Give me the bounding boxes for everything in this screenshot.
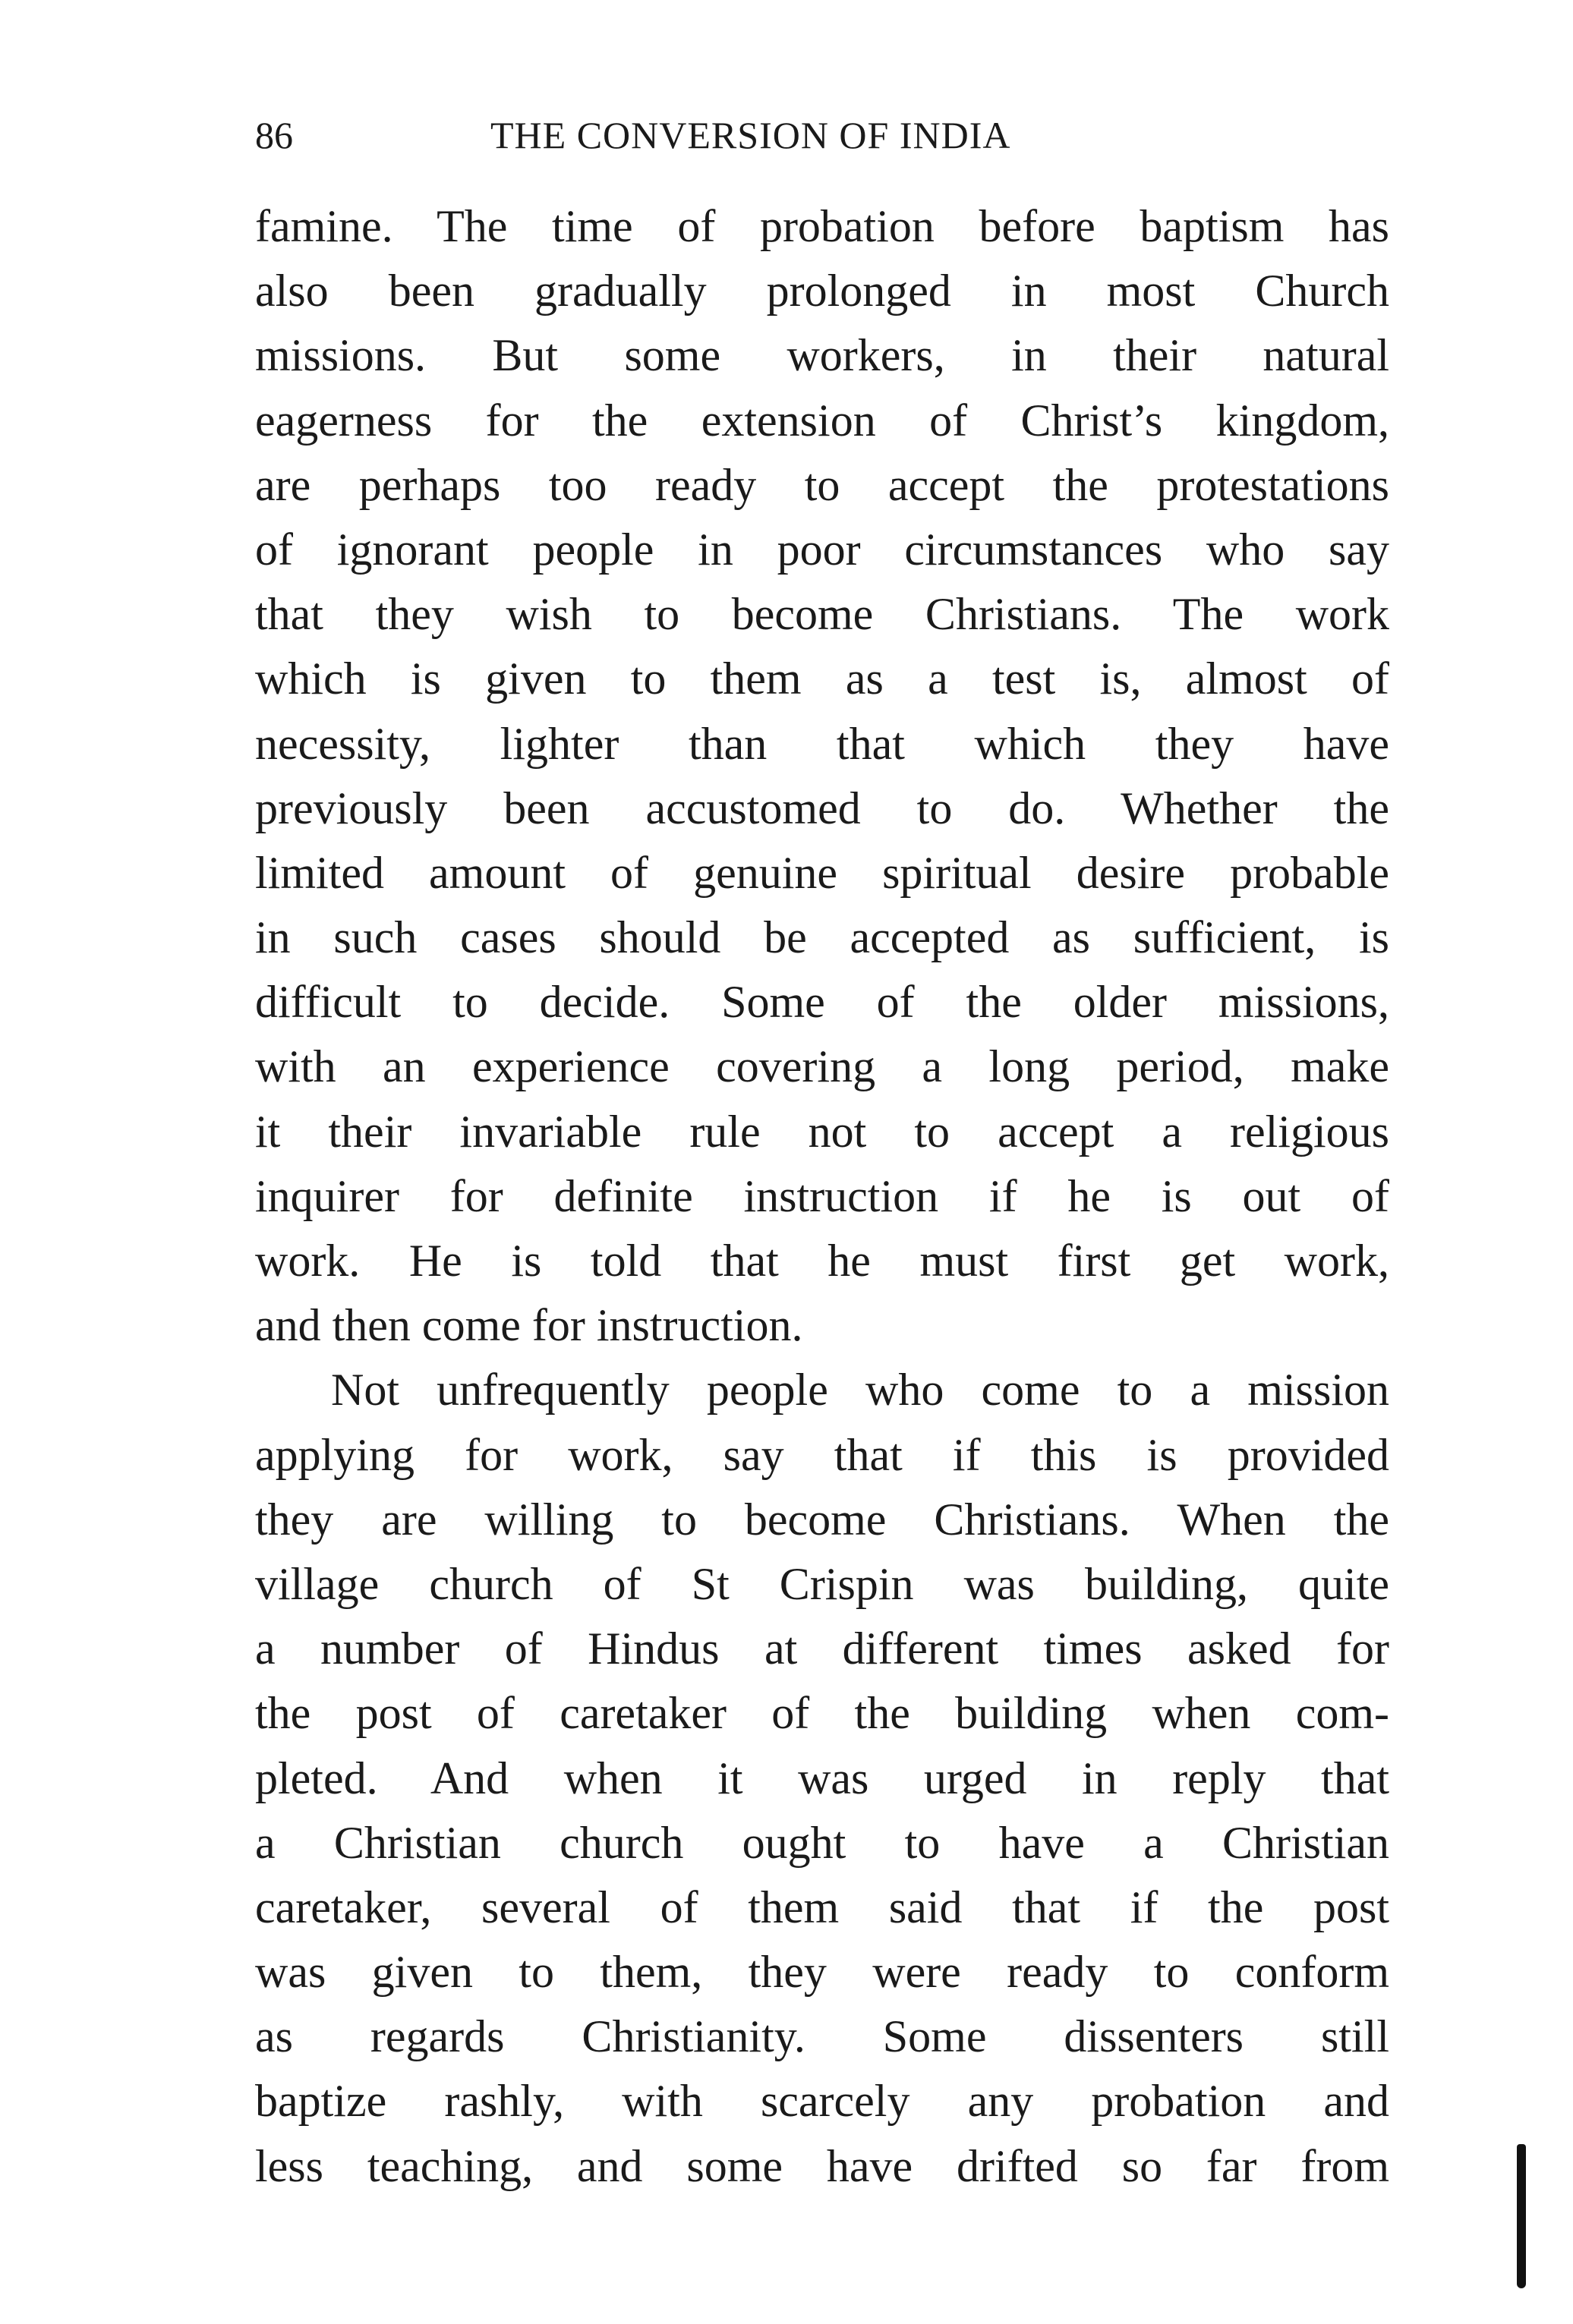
text-line: work. He is told that he must first get work, <box>255 1236 1389 1286</box>
text-line: eagerness for the extension of Christ’s kingdom, <box>255 395 1389 446</box>
text-line: pleted. And when it was urged in reply that <box>255 1752 1389 1803</box>
text-line: of ignorant people in poor circumstances who say <box>255 524 1389 575</box>
text-line: also been gradually prolonged in most Church <box>255 266 1389 316</box>
paragraph-2 <box>255 1358 1389 2198</box>
text-line: as regards Christianity. Some dissenters still <box>255 2011 1389 2062</box>
text-line: a number of Hindus at different times asked for <box>255 1623 1389 1674</box>
text-line: with an experience covering a long period, make <box>255 1041 1389 1092</box>
text-line: in such cases should be accepted as sufficient, is <box>255 912 1389 963</box>
text-line: which is given to them as a test is, almost of <box>255 653 1389 704</box>
scan-edge-mark <box>1517 2144 1526 2288</box>
text-line: and then come for instruction. <box>255 1300 803 1351</box>
text-line: inquirer for definite instruction if he is out of <box>255 1170 1389 1221</box>
page-number: 86 <box>255 114 293 156</box>
text-line: less teaching, and some have drifted so far from <box>255 2140 1389 2191</box>
text-line: are perhaps too ready to accept the protestations <box>255 459 1389 510</box>
text-line: that they wish to become Christians. The work <box>255 589 1389 640</box>
running-title: THE CONVERSION OF INDIA <box>490 114 1011 156</box>
text-line: caretaker, several of them said that if the post <box>255 1882 1389 1932</box>
text-line: they are willing to become Christians. When the <box>255 1494 1389 1545</box>
text-line: the post of caretaker of the building when com- <box>255 1688 1389 1739</box>
text-line: it their invariable rule not to accept a religious <box>255 1106 1389 1157</box>
text-line: applying for work, say that if this is provided <box>255 1429 1389 1480</box>
text-line: was given to them, they were ready to conform <box>255 1947 1389 1998</box>
running-head <box>255 105 1389 165</box>
paragraph-1 <box>255 194 1389 1358</box>
text-line: a Christian church ought to have a Christian <box>255 1817 1389 1868</box>
text-line: previously been accustomed to do. Whether the <box>255 783 1389 833</box>
body-text <box>255 194 1389 2199</box>
text-line: Not unfrequently people who come to a mission <box>331 1365 1389 1415</box>
text-line: famine. The time of probation before baptism has <box>255 201 1389 251</box>
text-line: missions. But some workers, in their natural <box>255 330 1389 381</box>
text-line: baptize rashly, with scarcely any probation and <box>255 2076 1389 2127</box>
text-line: limited amount of genuine spiritual desire probable <box>255 847 1389 898</box>
text-line: difficult to decide. Some of the older missions, <box>255 977 1389 1028</box>
text-line: necessity, lighter than that which they have <box>255 718 1389 769</box>
text-line: village church of St Crispin was building, quite <box>255 1558 1389 1609</box>
